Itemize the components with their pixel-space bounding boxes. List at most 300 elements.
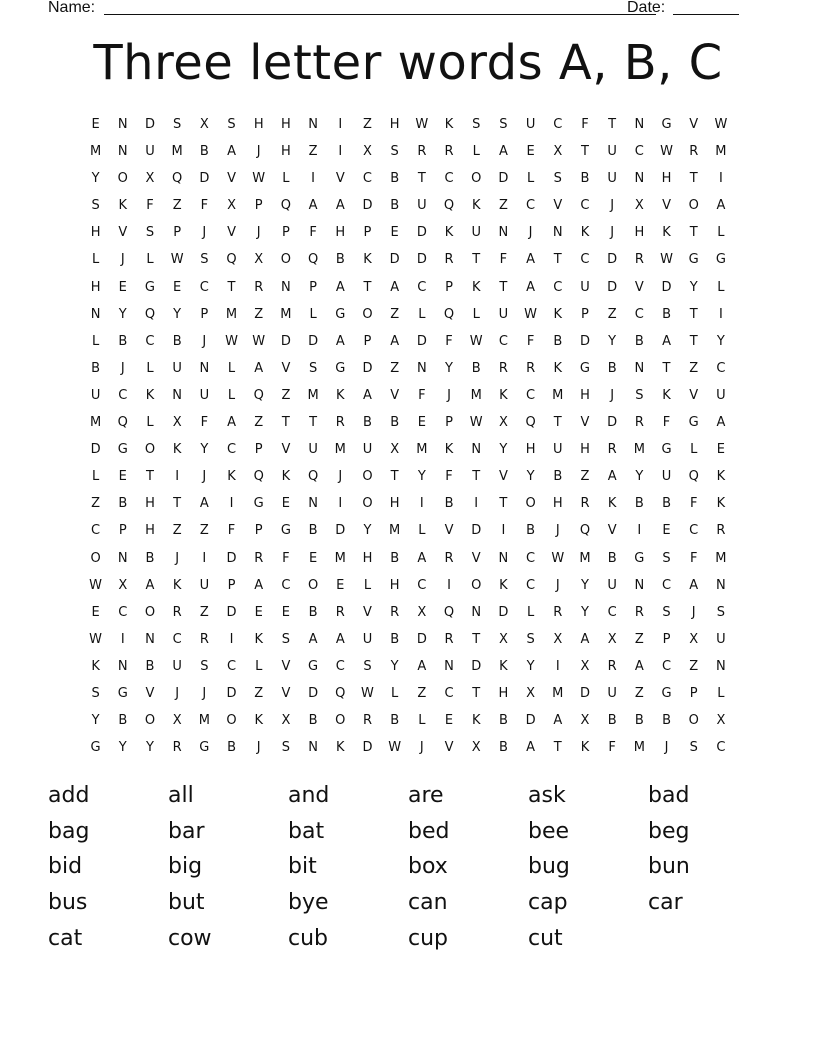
grid-letter: F (200, 415, 209, 431)
grid-letter: Y (499, 442, 508, 458)
grid-letter: G (688, 252, 699, 268)
grid-letter: H (580, 387, 590, 403)
grid-letter: L (146, 415, 154, 431)
grid-letter: F (526, 333, 535, 349)
grid-letter: D (579, 333, 590, 349)
grid-letter: D (471, 523, 482, 539)
grid-letter: K (254, 631, 263, 647)
grid-letter: U (172, 360, 182, 376)
grid-letter: S (689, 740, 698, 756)
grid-letter: Q (307, 469, 319, 485)
grid-letter: C (716, 740, 726, 756)
grid-letter: W (89, 577, 103, 593)
grid-letter: D (498, 604, 509, 620)
word-item: cap (528, 890, 568, 916)
word-item: but (168, 890, 205, 916)
grid-letter: X (363, 144, 372, 160)
grid-letter: I (501, 523, 506, 539)
grid-letter: R (362, 713, 372, 729)
grid-letter: H (389, 496, 400, 512)
grid-letter: F (146, 198, 154, 214)
grid-letter: J (691, 604, 696, 620)
grid-letter: K (716, 496, 726, 512)
grid-letter: W (170, 252, 184, 268)
grid-letter: C (199, 279, 209, 295)
grid-letter: I (718, 306, 723, 322)
grid-letter: K (172, 442, 182, 458)
grid-letter: L (146, 252, 154, 268)
grid-letter: L (472, 306, 480, 322)
word-item: add (48, 783, 90, 808)
grid-letter: T (608, 117, 617, 132)
grid-letter: Q (443, 306, 455, 322)
grid-letter: T (281, 415, 290, 431)
grid-letter: A (308, 631, 318, 647)
word-item: bee (528, 818, 570, 844)
grid-letter: S (716, 604, 726, 620)
grid-letter: E (91, 604, 100, 620)
grid-letter: P (200, 306, 209, 322)
grid-letter: D (471, 658, 482, 674)
grid-letter: H (335, 225, 346, 241)
grid-letter: A (308, 198, 318, 214)
grid-letter: F (418, 387, 426, 403)
grid-letter: T (472, 252, 481, 268)
grid-letter: X (145, 171, 155, 187)
grid-letter: W (361, 685, 374, 701)
grid-letter: C (634, 306, 644, 322)
grid-letter: T (689, 171, 698, 187)
grid-letter: S (281, 631, 291, 647)
grid-letter: A (335, 631, 345, 647)
grid-letter: R (417, 144, 427, 160)
grid-letter: D (226, 604, 237, 620)
grid-letter: X (498, 415, 508, 431)
grid-letter: R (716, 523, 726, 539)
date-line[interactable] (673, 0, 739, 15)
grid-letter: B (172, 333, 182, 349)
grid-letter: D (661, 279, 672, 295)
grid-letter: L (91, 333, 100, 349)
grid-letter: Y (363, 523, 372, 539)
grid-letter: E (390, 225, 399, 241)
grid-letter: J (175, 550, 180, 566)
grid-letter: A (662, 333, 671, 349)
grid-letter: S (662, 604, 671, 620)
grid-letter: A (363, 387, 372, 403)
grid-letter: Z (172, 198, 182, 214)
grid-letter: N (552, 225, 563, 241)
grid-letter: B (662, 713, 671, 729)
grid-letter: D (226, 685, 237, 701)
name-line[interactable] (104, 0, 656, 15)
grid-letter: N (308, 740, 318, 756)
grid-letter: R (634, 415, 644, 431)
grid-letter: E (526, 144, 535, 160)
grid-letter: K (91, 658, 100, 674)
grid-letter: N (444, 658, 454, 674)
grid-letter: O (90, 550, 101, 566)
grid-letter: N (498, 225, 509, 241)
grid-letter: B (118, 496, 128, 512)
grid-letter: N (716, 577, 726, 593)
grid-letter: K (499, 577, 508, 593)
grid-letter: W (388, 740, 402, 756)
date-label: Date: (627, 0, 666, 16)
grid-letter: R (199, 631, 209, 647)
grid-letter: M (715, 550, 727, 566)
grid-letter: V (607, 523, 617, 539)
word-item: bag (48, 818, 90, 844)
grid-letter: P (227, 577, 236, 593)
grid-letter: N (145, 631, 155, 647)
grid-letter: L (472, 144, 480, 160)
grid-letter: F (282, 550, 290, 566)
grid-letter: N (308, 117, 318, 132)
grid-letter: L (282, 171, 290, 187)
grid-letter: N (471, 604, 482, 620)
grid-letter: H (281, 144, 291, 160)
word-item: ask (528, 783, 566, 808)
grid-letter: K (553, 306, 563, 322)
grid-letter: L (690, 442, 698, 458)
header (48, 0, 740, 20)
grid-letter: F (689, 496, 698, 512)
grid-letter: M (715, 144, 727, 160)
grid-letter: V (281, 360, 291, 376)
grid-letter: B (580, 171, 590, 187)
grid-letter: O (688, 713, 699, 729)
grid-letter: E (254, 604, 263, 620)
grid-letter: U (199, 387, 210, 403)
grid-letter: C (118, 387, 128, 403)
grid-letter: J (610, 387, 615, 403)
grid-letter: X (634, 198, 644, 214)
grid-letter: K (227, 469, 236, 485)
grid-letter: A (335, 333, 345, 349)
grid-letter: D (362, 360, 373, 376)
grid-letter: H (389, 577, 400, 593)
grid-letter: D (362, 198, 373, 214)
grid-letter: C (580, 198, 590, 214)
grid-letter: W (660, 252, 673, 268)
grid-letter: F (608, 740, 616, 756)
grid-letter: U (471, 225, 481, 241)
grid-letter: J (202, 225, 207, 241)
grid-letter: K (471, 713, 481, 729)
grid-letter: W (524, 306, 538, 322)
grid-letter: K (662, 387, 671, 403)
grid-letter: N (634, 171, 645, 187)
grid-letter: F (445, 469, 453, 485)
grid-letter: V (281, 658, 291, 674)
grid-letter: V (363, 604, 372, 620)
grid-letter: D (144, 117, 155, 132)
grid-letter: E (91, 117, 100, 132)
grid-letter: W (252, 171, 266, 187)
grid-letter: B (553, 333, 563, 349)
word-item: bye (288, 890, 329, 916)
grid-letter: M (552, 387, 564, 403)
grid-letter: R (607, 658, 617, 674)
grid-letter: T (309, 415, 318, 431)
grid-letter: A (526, 252, 536, 268)
grid-letter: B (662, 306, 671, 322)
grid-letter: M (416, 442, 428, 458)
grid-letter: E (444, 713, 454, 729)
grid-letter: R (444, 252, 454, 268)
grid-letter: Z (199, 523, 209, 539)
grid-letter: G (661, 685, 672, 701)
grid-letter: C (526, 577, 536, 593)
grid-letter: R (498, 360, 508, 376)
grid-letter: B (390, 713, 400, 729)
word-item: all (168, 783, 194, 808)
grid-letter: T (553, 415, 562, 431)
grid-letter: T (472, 631, 481, 647)
grid-letter: P (254, 442, 263, 458)
grid-letter: U (308, 442, 318, 458)
grid-letter: L (418, 713, 426, 729)
grid-letter: D (416, 631, 427, 647)
grid-letter: D (579, 685, 590, 701)
grid-letter: M (579, 550, 591, 566)
grid-letter: D (199, 171, 210, 187)
grid-letter: M (334, 550, 346, 566)
grid-letter: B (390, 415, 400, 431)
grid-letter: U (417, 198, 427, 214)
grid-letter: B (199, 144, 209, 160)
grid-letter: I (229, 631, 234, 647)
grid-letter: B (634, 713, 644, 729)
grid-letter: J (256, 144, 261, 160)
grid-letter: C (553, 117, 563, 132)
grid-letter: S (308, 360, 318, 376)
grid-letter: P (281, 225, 290, 241)
grid-letter: B (607, 360, 617, 376)
grid-letter: M (89, 144, 102, 160)
grid-letter: O (144, 442, 156, 458)
grid-letter: B (634, 496, 644, 512)
word-item: cat (48, 925, 83, 951)
grid-letter: J (202, 685, 207, 701)
grid-letter: C (226, 658, 237, 674)
grid-letter: G (117, 442, 128, 458)
grid-letter: O (362, 469, 373, 485)
grid-letter: W (225, 333, 238, 349)
grid-letter: S (526, 631, 535, 647)
grid-letter: K (499, 387, 508, 403)
grid-letter: X (390, 442, 400, 458)
grid-letter: U (90, 387, 101, 403)
grid-letter: J (447, 387, 451, 403)
grid-letter: Z (254, 415, 264, 431)
word-list (48, 779, 768, 957)
grid-letter: T (662, 360, 671, 376)
grid-letter: F (581, 117, 589, 132)
grid-letter: D (90, 442, 101, 458)
grid-letter: H (389, 117, 400, 132)
grid-letter: H (253, 117, 264, 132)
grid-letter: M (633, 740, 645, 756)
word-item: cup (408, 925, 449, 951)
grid-letter: C (417, 577, 427, 593)
grid-letter: W (415, 117, 429, 132)
grid-letter: E (173, 279, 182, 295)
grid-letter: Z (308, 144, 318, 160)
grid-letter: B (526, 523, 536, 539)
grid-letter: R (553, 604, 563, 620)
word-item: and (288, 783, 330, 808)
grid-letter: R (634, 252, 644, 268)
grid-letter: D (607, 415, 618, 431)
grid-letter: R (254, 550, 264, 566)
grid-letter: S (227, 117, 236, 132)
grid-letter: G (308, 658, 319, 674)
grid-letter: L (391, 685, 399, 701)
grid-letter: Q (280, 198, 292, 214)
grid-letter: K (254, 713, 263, 729)
grid-letter: M (225, 306, 238, 322)
grid-letter: X (118, 577, 128, 593)
grid-letter: W (469, 333, 483, 349)
grid-letter: I (447, 577, 451, 593)
grid-letter: M (633, 442, 645, 458)
grid-letter: N (199, 360, 210, 376)
grid-letter: R (335, 415, 345, 431)
grid-letter: N (416, 360, 427, 376)
grid-letter: Q (253, 469, 264, 485)
grid-letter: I (555, 658, 560, 674)
grid-letter: E (417, 415, 426, 431)
grid-letter: M (171, 144, 183, 160)
grid-letter: Y (91, 713, 100, 729)
grid-letter: T (472, 685, 481, 701)
grid-letter: S (472, 117, 481, 132)
grid-letter: X (607, 631, 617, 647)
letter-grid (82, 111, 735, 761)
grid-letter: C (526, 550, 536, 566)
grid-letter: E (336, 577, 345, 593)
grid-letter: T (363, 279, 372, 295)
grid-letter: O (144, 713, 156, 729)
grid-letter: L (717, 279, 725, 295)
grid-letter: I (229, 496, 234, 512)
grid-letter: U (661, 469, 672, 485)
grid-letter: J (419, 740, 424, 756)
grid-letter: A (227, 415, 236, 431)
grid-letter: B (118, 713, 128, 729)
grid-letter: G (253, 496, 264, 512)
grid-letter: O (335, 713, 346, 729)
grid-letter: Q (307, 252, 319, 268)
grid-letter: V (444, 740, 454, 756)
grid-letter: Z (689, 360, 699, 376)
grid-letter: G (90, 740, 101, 756)
grid-letter: S (173, 117, 182, 132)
word-item: bid (48, 854, 83, 880)
grid-letter: Q (579, 523, 591, 539)
grid-letter: G (335, 306, 346, 322)
grid-letter: B (607, 550, 617, 566)
grid-letter: X (471, 740, 481, 756)
grid-letter: O (362, 496, 373, 512)
grid-letter: G (117, 685, 128, 701)
grid-letter: D (308, 685, 319, 701)
grid-letter: D (389, 252, 400, 268)
grid-letter: T (472, 469, 481, 485)
grid-letter: C (498, 333, 508, 349)
grid-letter: I (175, 469, 180, 485)
grid-letter: Y (580, 577, 589, 593)
grid-letter: Y (91, 171, 100, 187)
grid-letter: S (281, 740, 291, 756)
grid-letter: Y (580, 604, 589, 620)
grid-letter: K (172, 577, 182, 593)
grid-letter: C (526, 198, 536, 214)
grid-letter: C (91, 523, 101, 539)
grid-letter: P (363, 333, 372, 349)
grid-letter: D (607, 279, 618, 295)
grid-letter: U (199, 577, 210, 593)
grid-letter: F (309, 225, 317, 241)
grid-letter: C (444, 171, 454, 187)
grid-letter: Q (525, 415, 536, 431)
grid-letter: B (390, 631, 400, 647)
grid-letter: Q (335, 685, 346, 701)
grid-letter: H (525, 442, 536, 458)
word-item: bun (648, 854, 690, 880)
grid-letter: J (120, 360, 125, 376)
grid-letter: T (227, 279, 236, 295)
grid-letter: Z (417, 685, 427, 701)
grid-letter: Z (634, 631, 644, 647)
grid-letter: S (91, 685, 100, 701)
grid-letter: M (389, 523, 401, 539)
grid-letter: O (471, 171, 482, 187)
grid-letter: K (607, 496, 617, 512)
grid-letter: N (117, 144, 128, 160)
grid-letter: Z (390, 306, 400, 322)
grid-letter: D (308, 333, 319, 349)
grid-letter: H (145, 496, 155, 512)
grid-letter: S (390, 144, 399, 160)
grid-letter: Z (199, 604, 209, 620)
grid-letter: P (363, 225, 372, 241)
grid-letter: X (199, 117, 209, 132)
grid-letter: R (172, 740, 182, 756)
grid-letter: J (256, 225, 261, 241)
grid-letter: W (469, 415, 483, 431)
grid-letter: H (362, 550, 373, 566)
grid-letter: C (661, 577, 672, 593)
grid-letter: B (390, 550, 400, 566)
grid-letter: J (202, 333, 207, 349)
grid-letter: B (634, 333, 644, 349)
grid-letter: M (307, 387, 319, 403)
grid-letter: O (362, 306, 373, 322)
grid-letter: P (445, 279, 453, 295)
grid-letter: H (552, 496, 563, 512)
grid-letter: O (525, 496, 536, 512)
grid-letter: S (662, 550, 671, 566)
grid-letter: A (689, 577, 699, 593)
grid-letter: B (390, 198, 400, 214)
grid-letter: C (335, 658, 345, 674)
grid-letter: T (580, 144, 589, 160)
grid-letter: S (499, 117, 508, 132)
grid-letter: Q (144, 306, 156, 322)
